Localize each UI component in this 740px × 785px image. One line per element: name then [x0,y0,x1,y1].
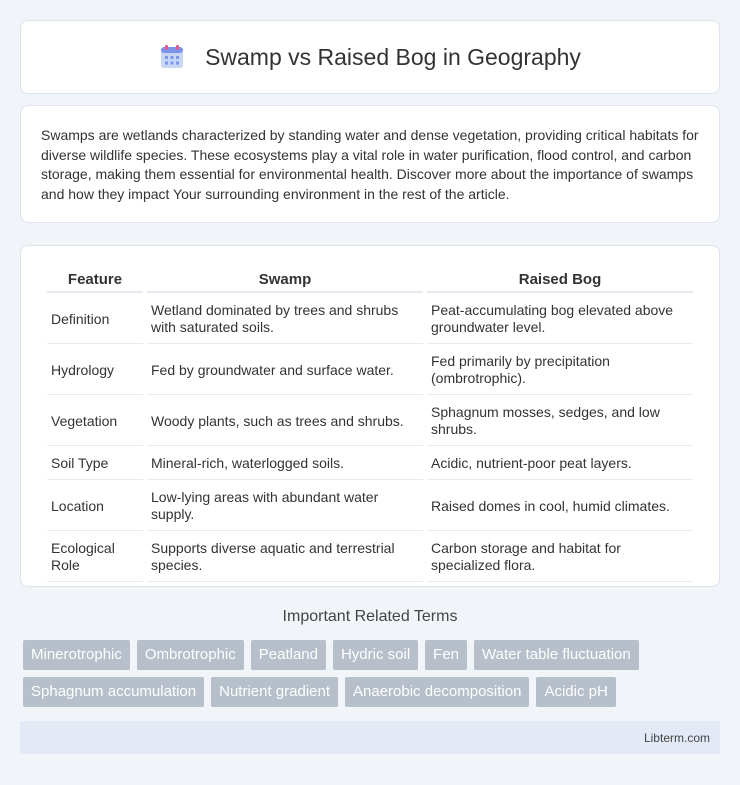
row-raised-bog: Acidic, nutrient-poor peat layers. [427,448,693,480]
related-terms-title: Important Related Terms [282,608,458,625]
related-terms-tags [20,640,720,714]
row-swamp: Wetland dominated by trees and shrubs with saturated soils. [147,295,423,344]
table-row [47,482,693,531]
table-header-row [47,268,693,293]
tag-nutrient-gradient[interactable]: Nutrient gradient [211,677,338,707]
row-swamp: Fed by groundwater and surface water. [147,346,423,395]
row-raised-bog: Carbon storage and habitat for specialized flora. [427,533,693,582]
intro-card [20,105,720,223]
header-card [20,20,720,94]
row-raised-bog: Fed primarily by precipitation (ombrotrophic). [427,346,693,395]
header-swamp: Swamp [147,268,423,293]
row-swamp: Supports diverse aquatic and terrestrial species. [147,533,423,582]
header-raised-bog: Raised Bog [427,268,693,293]
table-row [47,397,693,446]
tag-hydric-soil[interactable]: Hydric soil [333,640,418,670]
calendar-grid-icon [159,44,185,70]
row-feature: Hydrology [47,346,143,395]
tag-acidic-ph[interactable]: Acidic pH [536,677,615,707]
row-feature: Ecological Role [47,533,143,582]
row-raised-bog: Raised domes in cool, humid climates. [427,482,693,531]
row-feature: Definition [47,295,143,344]
tag-sphagnum-accumulation[interactable]: Sphagnum accumulation [23,677,204,707]
row-feature: Vegetation [47,397,143,446]
footer [20,721,720,754]
row-swamp: Mineral-rich, waterlogged soils. [147,448,423,480]
tag-minerotrophic[interactable]: Minerotrophic [23,640,130,670]
row-raised-bog: Sphagnum mosses, sedges, and low shrubs. [427,397,693,446]
comparison-table [43,266,697,584]
table-row [47,533,693,582]
tag-ombrotrophic[interactable]: Ombrotrophic [137,640,244,670]
tag-water-table-fluctuation[interactable]: Water table fluctuation [474,640,639,670]
row-feature: Soil Type [47,448,143,480]
tag-peatland[interactable]: Peatland [251,640,326,670]
comparison-table-card [20,245,720,587]
intro-text: Swamps are wetlands characterized by standing water and dense vegetation, providing critical habitats for diverse wildlife species. These ecosystems play a vital role in water purification, flood control, and carbon storage, making them essential for environmental health. Discover more about the importance of swamps and how they impact Your surrounding environment in the rest of the article. [41,127,699,202]
table-row [47,448,693,480]
table-row [47,295,693,344]
footer-brand-link[interactable]: Libterm.com [643,731,710,745]
row-swamp: Low-lying areas with abundant water supply. [147,482,423,531]
header-feature: Feature [47,268,143,293]
tag-fen[interactable]: Fen [425,640,467,670]
row-swamp: Woody plants, such as trees and shrubs. [147,397,423,446]
table-row [47,346,693,395]
tag-anaerobic-decomposition[interactable]: Anaerobic decomposition [345,677,529,707]
row-raised-bog: Peat-accumulating bog elevated above groundwater level. [427,295,693,344]
row-feature: Location [47,482,143,531]
related-terms-section [20,608,720,714]
page-title: Swamp vs Raised Bog in Geography [205,43,581,70]
